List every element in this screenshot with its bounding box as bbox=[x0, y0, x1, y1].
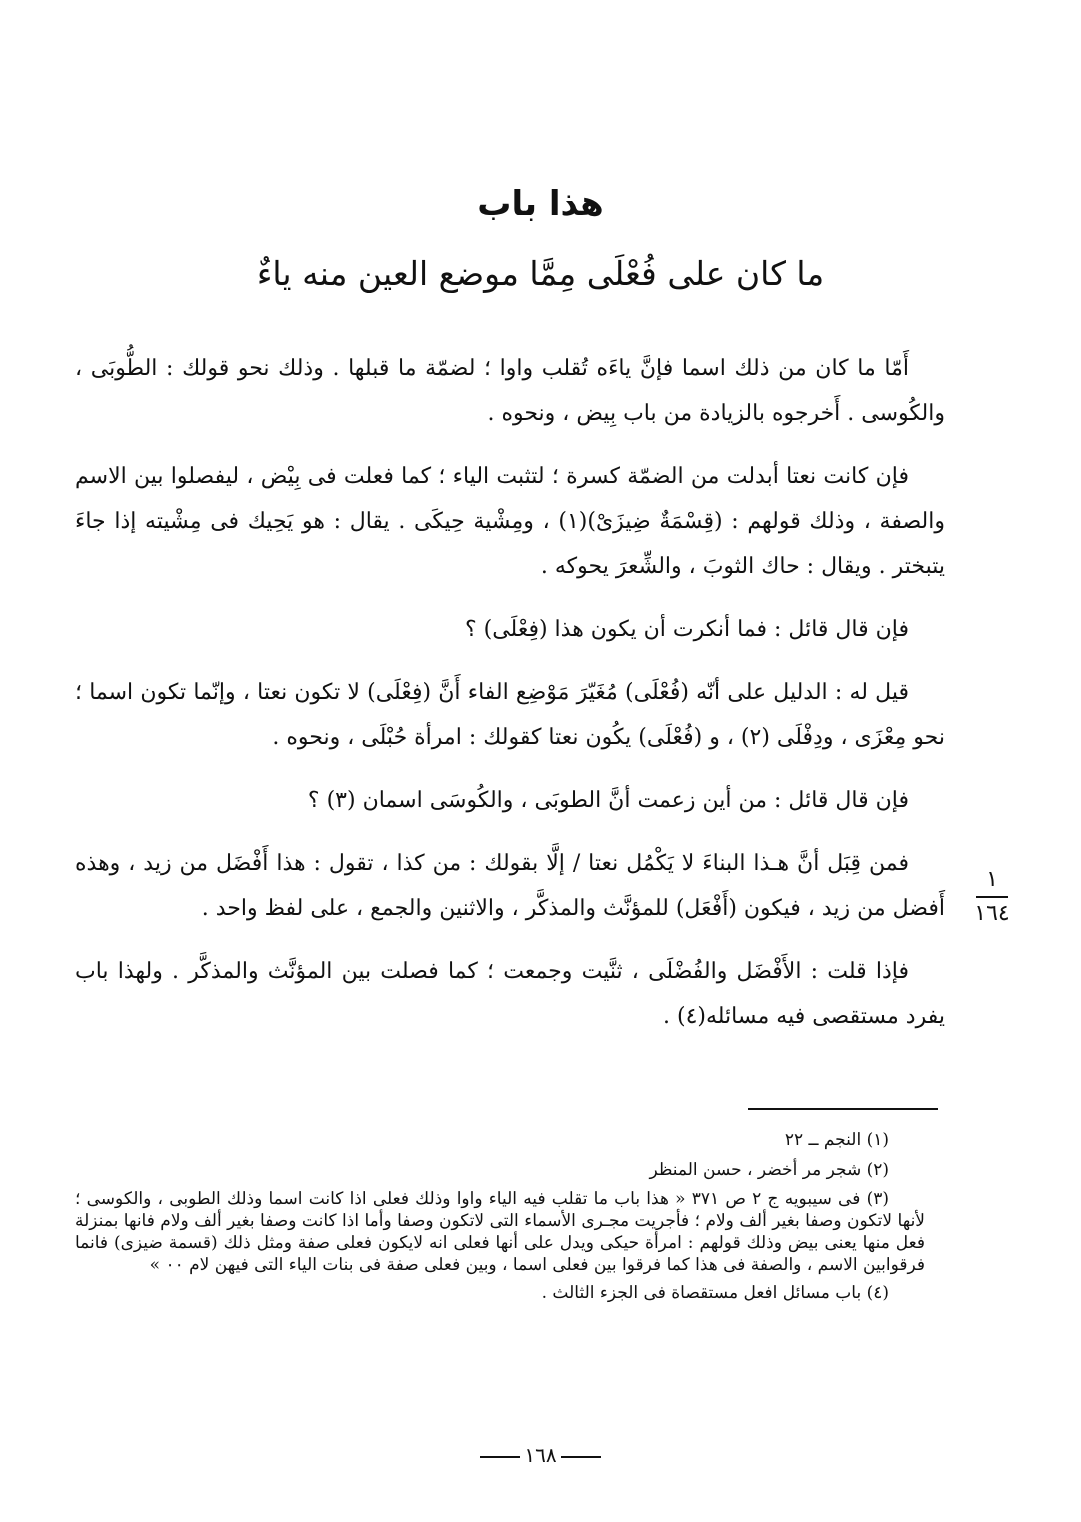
margin-reference-page: ١٦٤ bbox=[974, 901, 1010, 926]
page-number-dash-left bbox=[561, 1456, 601, 1458]
chapter-heading: هذا باب bbox=[477, 184, 604, 224]
footnote: (٤) باب مسائل افعل مستقصاة فى الجزء الثالث . bbox=[541, 1283, 889, 1303]
margin-reference-volume: ١ bbox=[976, 866, 1008, 898]
page-number-value: ١٦٨ bbox=[524, 1443, 557, 1467]
paragraph: قيل له : الدليل على أنّه (فُعْلَى) مُغَيّرَ مَوْضِع الفاء أَنَّ (فِعْلَى) لا تكون نعتا ، وإنّما تكون اسما ؛ نحو مِعْزَى ، ودِفْلَى (٢) ، و (فُعْلَى) يكُون نعتا كقولك : امرأة حُبْلَى ، ونحوه . bbox=[75, 680, 945, 750]
footnote: (٣) فى سيبويه ج ٢ ص ٣٧١ « هذا باب ما تقلب فيه الياء واوا وذلك فعلى اذا كانت اسما وذلك الطوبى ، والكوسى ؛ لأنها لاتكون وصفا بغير ألف ولام ؛ فأجريت مجـرى الأسماء التى لاتكون وصفا وأما اذا كانت وصفا بغير ألف ولام فانها بمنزلة فعل منها يعنى بيض وذلك قولهم : امرأة حيكى ويدل على أنها فعلى انه لايكون فعلى صفة ومثل ذلك (قسمة ضيزى) فانما فرقوابين الاسم ، والصفة فى هذا كما فرقوا بين فعلى اسما ، وبين فعلى صفة فى بنات الياء التى فيهن لام ٠٠ » bbox=[75, 1189, 925, 1275]
paragraph: فمن قِبَل أنَّ هـذا البناءَ لا يَكْمُل نعتا / إلَّا بقولك : من كذا ، تقول : هذا أَفْضَل من زيد ، وهذه أَفضل من زيد ، فيكون (أَفْعَل) للمؤنَّث والمذكَّر ، والاثنين والجمع ، على لفظ واحد . bbox=[75, 851, 945, 921]
page-number-dash-right bbox=[480, 1456, 520, 1458]
chapter-subtitle: ما كان على فُعْلَى مِمَّا موضع العين منه ياءٌ bbox=[256, 254, 825, 293]
paragraph: فإن كانت نعتا أبدلت من الضمّة كسرة ؛ لتثبت الياء ؛ كما فعلت فى بِيْض ، ليفصلوا بين الاسم والصفة ، وذلك قولهم : (قِسْمَةٌ ضِيزَىْ)(١) ، ومِشْية حِيكَى . يقال : هو يَحِيك فى مِشْيته إذا جاءَ يتبختر . ويقال : حاك الثوبَ ، والشِّعرَ يحوكه . bbox=[75, 464, 945, 579]
paragraph: فإذا قلت : الأَفْضَل والفُضْلَى ، ثنَّيت وجمعت ؛ كما فصلت بين المؤنَّث والمذكَّر . ولهذا باب يفرد مستقصى فيه مسائله(٤) . bbox=[75, 959, 945, 1029]
margin-reference bbox=[962, 866, 1022, 928]
main-text bbox=[75, 346, 945, 1057]
paragraph: فإن قال قائل : فما أنكرت أن يكون هذا (فِعْلَى) ؟ bbox=[464, 617, 909, 642]
footnote: (٢) شجر مر أخضر ، حسن المنظر bbox=[649, 1160, 889, 1180]
footnotes bbox=[75, 1128, 925, 1311]
footnote-separator bbox=[748, 1108, 938, 1110]
page-number bbox=[0, 1440, 1081, 1470]
footnote: (١) النجم ــ ٢٢ bbox=[784, 1130, 889, 1150]
paragraph: فإن قال قائل : من أين زعمت أنَّ الطوبَى ، والكُوسَى اسمان (٣) ؟ bbox=[307, 788, 909, 813]
paragraph: أَمّا ما كان من ذلك اسما فإنَّ ياءَه تُقلب واوا ؛ لضمّة ما قبلها . وذلك نحو قولك : الطُّوبَى ، والكُوسى . أَخرجوه بالزيادة من باب بِيض ، ونحوه . bbox=[75, 356, 945, 426]
